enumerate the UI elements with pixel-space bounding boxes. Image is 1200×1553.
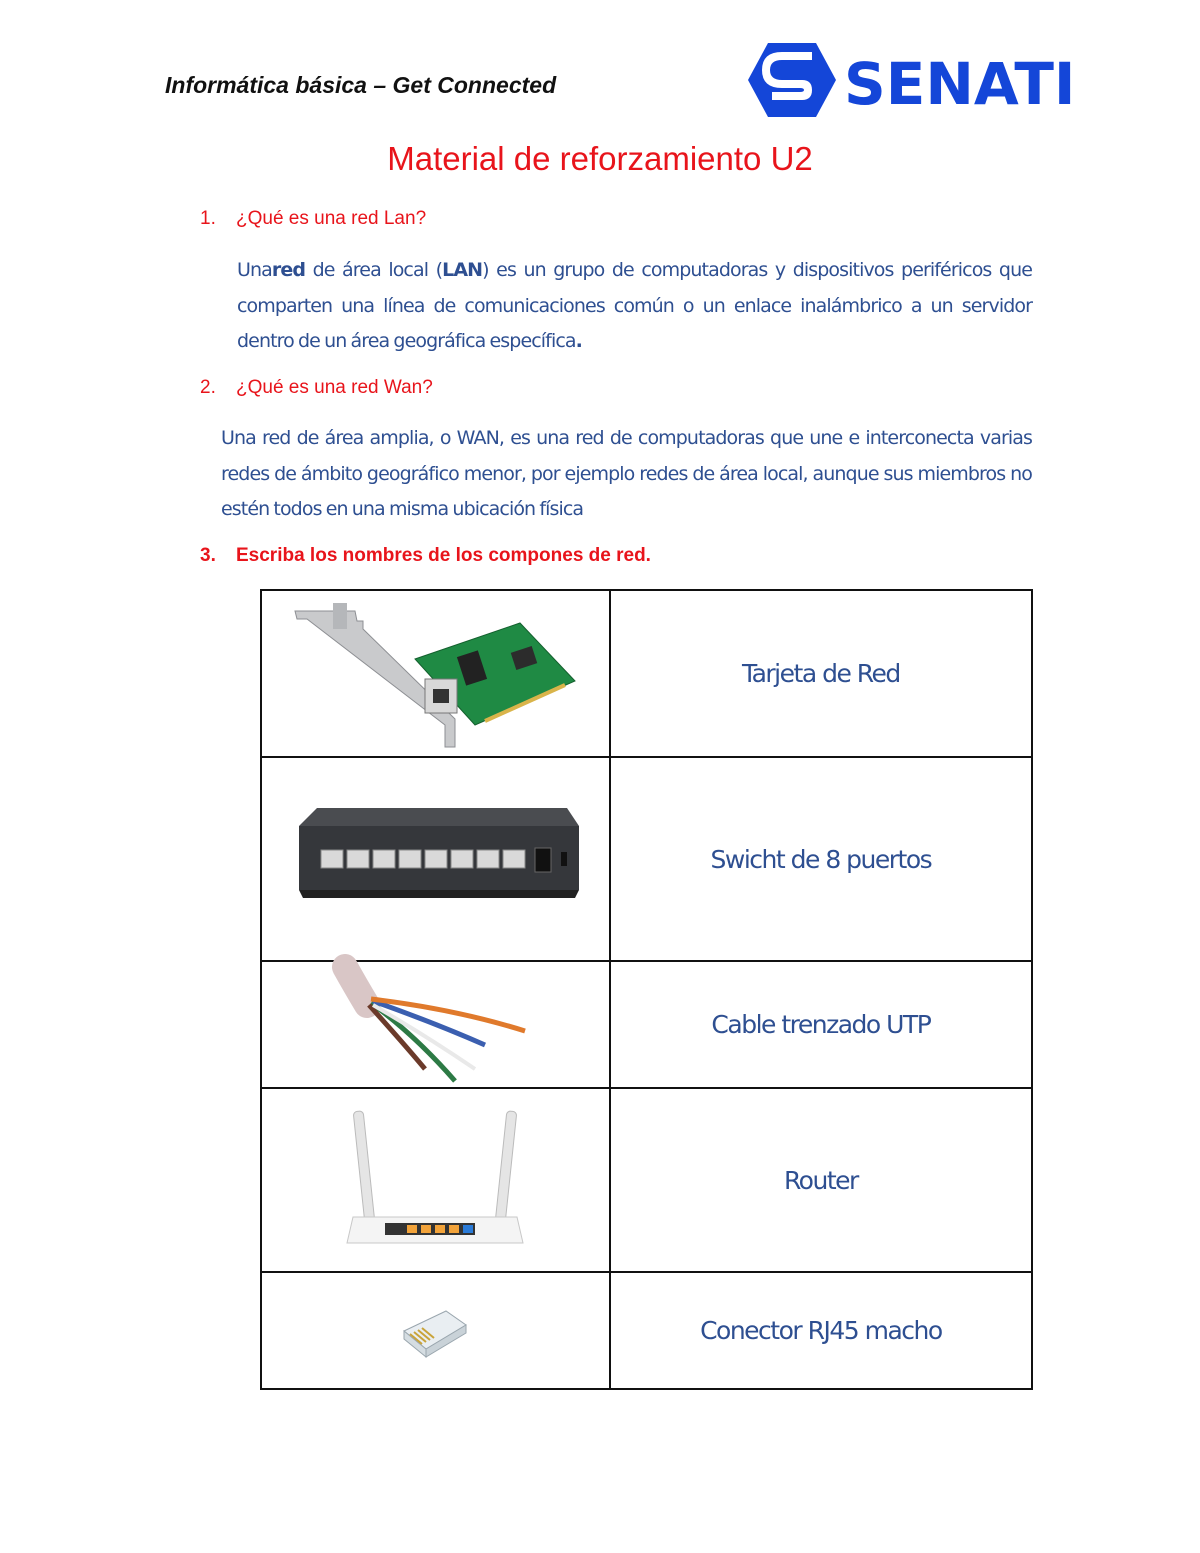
table-row <box>261 961 1032 1088</box>
answer-1: Unared de área local (LAN) es un grupo de computadoras y dispositivos periféricos que comparten una línea de comunicaciones común o un enlace inalámbrico a un servidor dentro de un área geográfica específica. <box>237 259 1033 352</box>
image-cell <box>261 1272 610 1389</box>
table-row <box>261 590 1032 757</box>
component-label: Router <box>610 1088 1032 1272</box>
table-row <box>261 757 1032 961</box>
table-row <box>261 1088 1032 1272</box>
document-title: Material de reforzamiento U2 <box>387 140 813 177</box>
answer-2: Una red de área amplia, o WAN, es una red de computadoras que une e interconecta varias redes de ámbito geográfico menor, por ejemplo redes de área local, aunque sus miembros no estén todos en una misma ubicación física <box>221 427 1032 520</box>
network-card-icon <box>285 599 585 749</box>
question-3 <box>200 545 651 567</box>
question-number: 1. <box>200 208 216 229</box>
component-label: Tarjeta de Red <box>610 590 1032 757</box>
image-cell <box>261 961 610 1088</box>
switch-icon <box>285 804 585 914</box>
course-header: Informática básica – Get Connected <box>165 72 557 98</box>
question-2 <box>200 377 433 399</box>
rj45-connector-icon <box>400 1301 470 1361</box>
senati-logo <box>746 40 1076 120</box>
utp-cable-icon <box>335 965 535 1085</box>
question-number: 2. <box>200 377 216 398</box>
component-label: Swicht de 8 puertos <box>610 757 1032 961</box>
question-number: 3. <box>200 545 216 566</box>
table-row <box>261 1272 1032 1389</box>
component-label: Cable trenzado UTP <box>610 961 1032 1088</box>
question-1 <box>200 208 426 230</box>
question-text: ¿Qué es una red Lan? <box>236 208 427 229</box>
image-cell <box>261 1088 610 1272</box>
image-cell <box>261 590 610 757</box>
components-table <box>260 589 1033 1390</box>
logo-wordmark: SENATI <box>844 50 1076 118</box>
question-text: Escriba los nombres de los compones de red. <box>236 545 651 566</box>
component-label: Conector RJ45 macho <box>610 1272 1032 1389</box>
image-cell <box>261 757 610 961</box>
question-text: ¿Qué es una red Wan? <box>236 377 433 398</box>
router-icon <box>345 1105 525 1255</box>
